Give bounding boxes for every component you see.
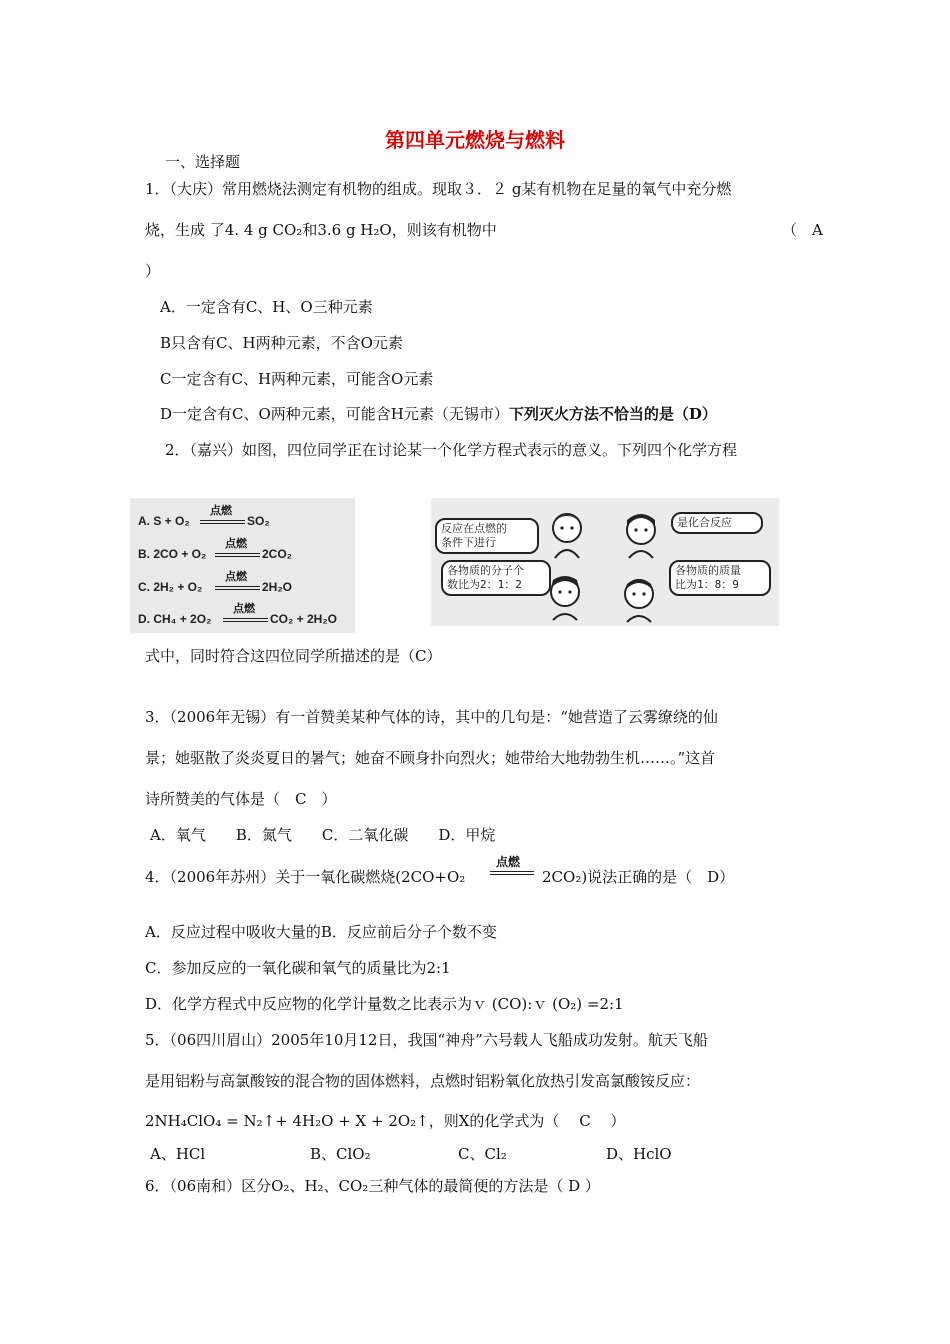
q4-suffix: 2CO₂)说法正确的是（ D）: [542, 868, 735, 886]
q5-line-1: 5．（06四川眉山）2005年10月12日，我国“神舟”六号载人飞船成功发射。航天飞船: [145, 1031, 708, 1049]
speech-bubble-1-line-1: 反应在点燃的: [441, 522, 507, 535]
speech-bubble-4-line-1: 各物质的质量: [675, 564, 741, 577]
q3-line-2: 景；她驱散了炎炎夏日的暑气；她奋不顾身扑向烈火；她带给大地勃勃生机……。”这首: [145, 749, 716, 767]
equation-c-arrow: [215, 586, 260, 590]
fire-question-text: 下列灭火方法不恰当的是（D）: [508, 405, 717, 423]
speech-bubble-4: [669, 560, 771, 596]
equation-d-right: CO₂ + 2H₂O: [270, 612, 338, 626]
student-boy-2-icon: [543, 570, 587, 622]
equation-b-arrow: [215, 553, 260, 557]
q1-option-d: [160, 404, 717, 424]
q4-arrow: [490, 871, 534, 875]
speech-bubble-2-line-1: 是化合反应: [677, 516, 732, 529]
equation-c-right: 2H₂O: [262, 580, 293, 594]
q1-answer-close: ）: [145, 262, 161, 280]
q4-option-a: A．反应过程中吸收大量的B．反应前后分子个数不变: [145, 923, 497, 941]
q1-answer-open: （ A: [782, 221, 823, 239]
students-figure: [431, 498, 779, 626]
q3-options: A．氧气 B．氮气 C．二氧化碳 D．甲烷: [150, 826, 496, 844]
q5-line-3: 2NH₄ClO₄ = N₂↑+ 4H₂O + X + 2O₂↑，则X的化学式为（ C ）: [145, 1112, 626, 1130]
q1-line-2: 烧，生成 了4. 4 g CO₂和3.6 g H₂O，则该有机物中: [145, 221, 497, 239]
q1-option-b: B只含有C、H两种元素，不含O元素: [160, 334, 403, 352]
q1-line-1: 1．（大庆）常用燃烧法测定有机物的组成。现取３．２ g某有机物在足量的氧气中充分燃: [145, 180, 732, 198]
page-title: 第四单元燃烧与燃料: [385, 128, 565, 152]
equation-a-condition: 点燃: [210, 504, 232, 517]
equation-d-condition: 点燃: [233, 602, 255, 615]
student-boy-3-icon: [617, 572, 661, 624]
equation-a-arrow: [200, 520, 245, 524]
speech-bubble-1-line-2: 条件下进行: [441, 536, 496, 549]
q4-option-c: C．参加反应的一氧化碳和氧气的质量比为2:1: [145, 959, 451, 977]
q4-condition: 点燃: [496, 855, 521, 869]
q1-option-c: C一定含有C、H两种元素，可能含O元素: [160, 370, 434, 388]
student-girl-icon: [545, 508, 589, 560]
section-heading: 一、选择题: [165, 153, 241, 171]
q2-line-2: 式中，同时符合这四位同学所描述的是（C）: [145, 647, 442, 665]
speech-bubble-1: [435, 518, 539, 554]
equation-d-left: D. CH₄ + 2O₂: [138, 612, 212, 626]
speech-bubble-3: [441, 560, 551, 596]
q4-prefix: 4．（2006年苏州）关于一氧化碳燃烧(2CO+O₂: [145, 868, 466, 886]
equation-d-arrow: [223, 618, 268, 622]
speech-bubble-3-line-2: 数比为2：1：2: [447, 578, 522, 591]
q5-option-c: C、Cl₂: [458, 1145, 507, 1163]
equation-a-right: SO₂: [247, 514, 270, 528]
q3-line-3: 诗所赞美的气体是（ C ）: [145, 790, 337, 808]
speech-bubble-3-line-1: 各物质的分子个: [447, 564, 524, 577]
q4-option-d: D．化学方程式中反应物的化学计量数之比表示为ｖ (CO):ｖ (O₂) =2:1: [145, 995, 624, 1013]
q6-line-1: 6．（06南和）区分O₂、H₂、CO₂三种气体的最简便的方法是（ D ）: [145, 1177, 600, 1195]
q5-option-b: B、ClO₂: [310, 1145, 371, 1163]
speech-bubble-4-line-2: 比为1：8：9: [675, 578, 739, 591]
q5-option-d: D、HclO: [606, 1145, 672, 1163]
equation-a-left: A. S + O₂: [138, 514, 190, 528]
q1-option-a: A．一定含有C、H、O三种元素: [160, 298, 373, 316]
equation-c-left: C. 2H₂ + O₂: [138, 580, 203, 594]
q5-line-2: 是用铝粉与高氯酸铵的混合物的固体燃料，点燃时铝粉氧化放热引发高氯酸铵反应：: [145, 1072, 701, 1090]
q1-option-d-text: D一定含有C、O两种元素，可能含H元素（无锡市）: [160, 405, 509, 423]
q2-line-1: 2．（嘉兴）如图，四位同学正在讨论某一个化学方程式表示的意义。下列四个化学方程: [165, 441, 738, 459]
q3-line-1: 3．（2006年无锡）有一首赞美某种气体的诗，其中的几句是：“她营造了云雾缭绕的仙: [145, 708, 718, 726]
equation-b-condition: 点燃: [225, 537, 247, 550]
equation-b-left: B. 2CO + O₂: [138, 547, 207, 561]
q5-option-a: A、HCl: [150, 1145, 206, 1163]
speech-bubble-2: [671, 512, 763, 534]
equation-b-right: 2CO₂: [262, 547, 293, 561]
student-boy-1-icon: [619, 508, 663, 560]
equation-c-condition: 点燃: [225, 570, 247, 583]
equations-figure: [130, 498, 355, 633]
